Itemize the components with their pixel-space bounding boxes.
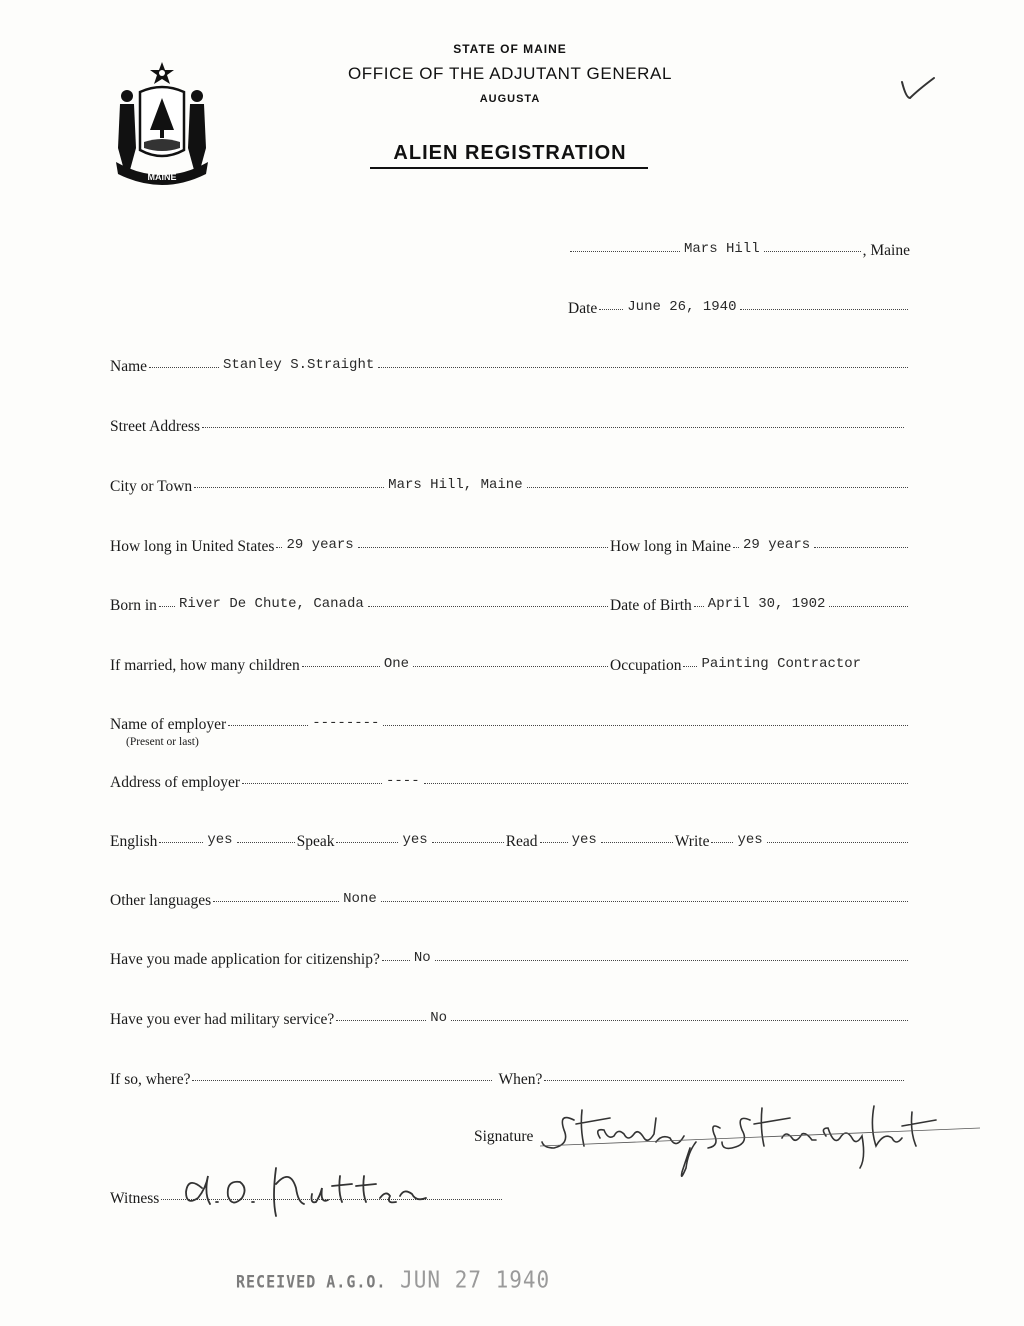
english-value[interactable]: yes xyxy=(207,832,233,848)
other-languages-value[interactable]: None xyxy=(343,891,377,907)
city-value[interactable]: Mars Hill, Maine xyxy=(388,477,523,493)
town-suffix: , Maine xyxy=(862,242,910,259)
date-of-birth-value[interactable]: April 30, 1902 xyxy=(707,596,826,612)
signature-handwriting[interactable] xyxy=(540,1098,1000,1188)
how-long-maine-row xyxy=(610,538,910,566)
citizenship-value[interactable]: No xyxy=(413,950,431,966)
form-title: ALIEN REGISTRATION xyxy=(393,142,627,164)
received-stamp-date: JUN 27 1940 xyxy=(400,1266,551,1294)
when-label: When? xyxy=(498,1071,543,1088)
children-row xyxy=(110,657,610,685)
military-value[interactable]: No xyxy=(430,1010,448,1026)
received-stamp-prefix: RECEIVED A.G.O. xyxy=(236,1272,387,1293)
check-mark-icon xyxy=(898,72,938,102)
street-label: Street Address xyxy=(110,418,200,435)
children-label: If married, how many children xyxy=(110,657,300,674)
how-long-us-label: How long in United States xyxy=(110,538,275,555)
name-row xyxy=(110,358,910,386)
title-underline xyxy=(370,167,648,169)
date-of-birth-row xyxy=(610,597,910,625)
date-value[interactable]: June 26, 1940 xyxy=(627,299,737,315)
write-label: Write xyxy=(674,833,710,850)
born-in-row xyxy=(110,597,610,625)
check-mark-text: ✓ xyxy=(898,72,899,73)
occupation-label: Occupation xyxy=(610,657,682,674)
children-value[interactable]: One xyxy=(383,656,410,672)
how-long-maine-value[interactable]: 29 years xyxy=(742,537,811,553)
where-label: If so, where? xyxy=(110,1071,191,1088)
speak-label: Speak xyxy=(296,833,335,850)
employer-value[interactable]: -------- xyxy=(312,715,380,731)
english-row xyxy=(110,833,910,861)
date-row xyxy=(568,300,910,328)
other-languages-row xyxy=(110,892,910,920)
city-row xyxy=(110,478,910,506)
military-label: Have you ever had military service? xyxy=(110,1011,335,1028)
header-office: OFFICE OF THE ADJUTANT GENERAL xyxy=(347,64,673,83)
occupation-row xyxy=(610,657,914,685)
employer-address-label: Address of employer xyxy=(110,774,240,791)
signature-text: Stanley S. Straight xyxy=(540,1098,548,1099)
employer-row xyxy=(110,716,910,744)
witness-text: A. O. Nutter xyxy=(180,1158,185,1159)
date-of-birth-label: Date of Birth xyxy=(610,597,692,614)
english-label: English xyxy=(110,833,158,850)
header-state: STATE OF MAINE xyxy=(453,42,567,56)
city-label: City or Town xyxy=(110,478,193,495)
employer-label: Name of employer xyxy=(110,716,227,733)
born-in-label: Born in xyxy=(110,597,157,614)
name-label: Name xyxy=(110,358,148,375)
street-row xyxy=(110,418,910,446)
witness-handwriting[interactable] xyxy=(180,1158,470,1228)
employer-address-row xyxy=(110,774,910,802)
how-long-us-row xyxy=(110,538,610,566)
maine-state-seal-icon xyxy=(110,58,214,188)
header-city: AUGUSTA xyxy=(479,93,541,105)
seal-banner-text: MAINE xyxy=(147,172,177,182)
town-row xyxy=(568,242,910,270)
town-value[interactable]: Mars Hill xyxy=(684,241,760,257)
occupation-value[interactable]: Painting Contractor xyxy=(701,656,862,672)
employer-sublabel: (Present or last) xyxy=(126,736,199,748)
citizenship-label: Have you made application for citizenship? xyxy=(110,951,380,968)
employer-address-value[interactable]: ---- xyxy=(386,773,420,789)
name-value[interactable]: Stanley S.Straight xyxy=(223,357,375,373)
date-label: Date xyxy=(568,300,598,317)
speak-value[interactable]: yes xyxy=(402,832,428,848)
signature-label: Signature xyxy=(474,1128,534,1145)
witness-label: Witness xyxy=(110,1190,160,1207)
where-when-row xyxy=(110,1071,910,1099)
how-long-maine-label: How long in Maine xyxy=(610,538,731,555)
read-value[interactable]: yes xyxy=(571,832,597,848)
born-in-value[interactable]: River De Chute, Canada xyxy=(178,596,364,612)
write-value[interactable]: yes xyxy=(737,832,763,848)
military-row xyxy=(110,1011,910,1039)
citizenship-row xyxy=(110,951,910,979)
how-long-us-value[interactable]: 29 years xyxy=(286,537,354,553)
received-stamp xyxy=(236,1267,550,1293)
other-languages-label: Other languages xyxy=(110,892,212,909)
read-label: Read xyxy=(505,833,538,850)
